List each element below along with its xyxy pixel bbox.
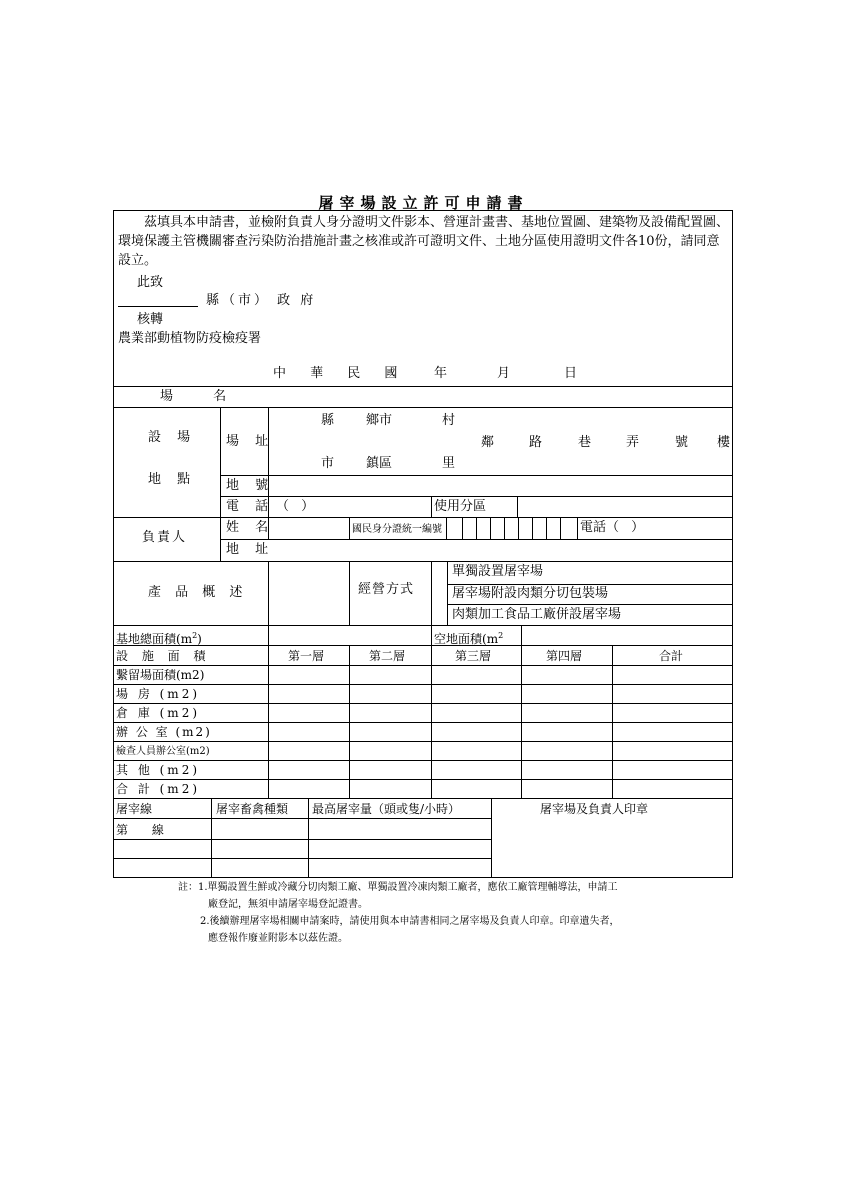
date-day: 日: [564, 366, 578, 381]
lot-label: 地 號: [226, 478, 275, 493]
rule: [521, 625, 522, 645]
product-label: 產 品 概 述: [148, 585, 248, 600]
rule: [431, 645, 432, 798]
rule: [220, 539, 733, 540]
owner-phone-value[interactable]: （ ）: [606, 520, 649, 535]
phone-value[interactable]: （ ）: [276, 499, 319, 514]
addr-road: 路: [529, 435, 543, 450]
he-zhuan: 核轉: [137, 312, 164, 327]
first-line-label: 第 線: [116, 823, 174, 837]
rule: [490, 517, 491, 539]
rule: [431, 496, 432, 517]
note-2: 2.後續辦理屠宰場相關申請案時，請使用與本申請書相同之屠宰場及負責人印章。印章遺失者，: [200, 916, 620, 927]
row-inspector-office: 檢查人員辦公室(m2): [116, 746, 210, 757]
rule: [113, 839, 491, 840]
date-year: 年: [434, 366, 448, 381]
agency-name: 農業部動植物防疫檢疫署: [118, 331, 262, 346]
rule: [113, 684, 733, 685]
rule: [113, 517, 733, 518]
col-floor-2: 第二層: [369, 649, 406, 663]
rule: [612, 645, 613, 798]
addr-city: 市: [321, 456, 335, 471]
col-floor-3: 第三層: [455, 649, 492, 663]
rule: [308, 798, 309, 878]
rule: [220, 475, 733, 476]
addr-floor: 樓: [717, 435, 731, 450]
row-total: 合 計 (m2): [116, 782, 201, 796]
owner-id-label: 國民身分證統一編號: [352, 524, 442, 535]
row-other: 其 他 (m2): [116, 763, 201, 777]
rule: [349, 561, 350, 625]
open-area-label: 空地面積($m^2$: [434, 631, 504, 646]
rule: [113, 703, 733, 704]
owner-address-label: 地 址: [226, 542, 275, 557]
operation-label: 經營方式: [358, 582, 415, 597]
owner-phone-label: 電話: [580, 520, 607, 535]
operation-option-1[interactable]: 單獨設置屠宰場: [452, 564, 544, 579]
date-month: 月: [497, 366, 511, 381]
rule: [504, 517, 505, 539]
form-title: 屠宰場設立許可申請書: [318, 194, 529, 212]
rule: [113, 665, 733, 666]
total-area-text: 基地總面積: [116, 632, 177, 646]
rule: [476, 517, 477, 539]
rule: [577, 517, 578, 539]
addr-lane: 巷: [578, 435, 592, 450]
rule: [220, 496, 733, 497]
rule: [268, 561, 269, 665]
rule: [521, 645, 522, 798]
date-nation: 中 華 民 國: [273, 366, 408, 381]
row-office: 辦 公 室 (m2): [116, 725, 212, 739]
rule: [113, 858, 491, 859]
rule: [113, 386, 733, 387]
owner-name-label: 姓 名: [226, 520, 275, 535]
seal-header: 屠宰場及負責人印章: [540, 802, 649, 816]
species-header: 屠宰畜禽種類: [216, 802, 289, 816]
phone-label: 電 話: [226, 499, 275, 514]
row-slaughter-room: 場 房 (m2): [116, 687, 201, 701]
addr-township: 鄉市: [366, 413, 393, 428]
rule: [560, 517, 561, 539]
line-header: 屠宰線: [116, 802, 153, 816]
site-address-label: 場 址: [226, 434, 275, 449]
rule: [431, 561, 432, 645]
row-warehouse: 倉 庫 (m2): [116, 706, 201, 720]
rule: [211, 798, 212, 878]
county-blank[interactable]: [118, 294, 198, 307]
rule: [113, 645, 733, 646]
rule: [113, 779, 733, 780]
rule: [113, 625, 733, 626]
rule: [446, 517, 447, 539]
site-name-label: 場 名: [160, 389, 245, 404]
rule: [113, 760, 733, 761]
open-area-text: 空地面積: [434, 632, 483, 646]
rule: [518, 517, 519, 539]
operation-option-3[interactable]: 肉類加工食品工廠併設屠宰場: [452, 607, 622, 622]
rule: [113, 818, 491, 819]
rule: [220, 407, 221, 561]
rule: [491, 798, 492, 878]
rule: [546, 517, 547, 539]
col-floor-1: 第一層: [288, 649, 325, 663]
county-government: 縣（市） 政 府: [206, 293, 317, 308]
owner-label: 負責人: [142, 530, 188, 545]
rule: [349, 517, 350, 539]
intro-paragraph: 茲填具本申請書，並檢附負責人身分證明文件影本、營運計畫書、基地位置圖、建築物及設備配置圖、環境保護主管機關審查污染防治措施計畫之核准或許可證明文件、土地分區使用證明文件各10份，請同意設立。: [118, 215, 730, 268]
rule: [113, 741, 733, 742]
rule: [532, 517, 533, 539]
rule: [447, 584, 733, 585]
addr-alley: 弄: [626, 435, 640, 450]
rule: [517, 496, 518, 517]
rule: [462, 517, 463, 539]
rule: [268, 665, 269, 798]
col-floor-4: 第四層: [546, 649, 583, 663]
note-1: 註：1.單獨設置生鮮或冷藏分切肉類工廠、單獨設置冷凍肉類工廠者，應依工廠管理輔導法，申請工: [178, 882, 618, 893]
rule: [447, 561, 448, 625]
col-total: 合計: [659, 649, 684, 663]
note-2-cont: 應登報作廢並附影本以茲佐證。: [208, 933, 348, 944]
rule: [113, 722, 733, 723]
capacity-header: 最高屠宰量（頭或隻/小時）: [312, 802, 461, 816]
rule: [113, 798, 733, 799]
ci-zhi: 此致: [137, 275, 164, 290]
site-location-label-2: 地 點: [148, 472, 197, 487]
zoning-label: 使用分區: [434, 499, 487, 514]
facility-area-label: 設 施 面 積: [116, 649, 211, 663]
form-frame: [113, 210, 733, 878]
total-area-label: 基地總面積$(m^2)$: [116, 631, 202, 646]
addr-number: 號: [675, 435, 689, 450]
rule: [113, 407, 733, 408]
addr-county: 縣: [321, 413, 335, 428]
rule: [447, 604, 733, 605]
addr-village: 村: [442, 413, 456, 428]
site-location-label-1: 設 場: [148, 430, 197, 445]
addr-li: 里: [442, 456, 456, 471]
rule: [349, 645, 350, 798]
rule: [113, 561, 733, 562]
note-1-cont: 廠登記，無須申請屠宰場登記證書。: [208, 899, 368, 910]
row-holding-area: 繫留場面積(m2): [116, 668, 205, 682]
operation-option-2[interactable]: 屠宰場附設肉類分切包裝場: [452, 586, 609, 601]
addr-lin: 鄰: [481, 435, 495, 450]
addr-town: 鎮區: [366, 456, 393, 471]
